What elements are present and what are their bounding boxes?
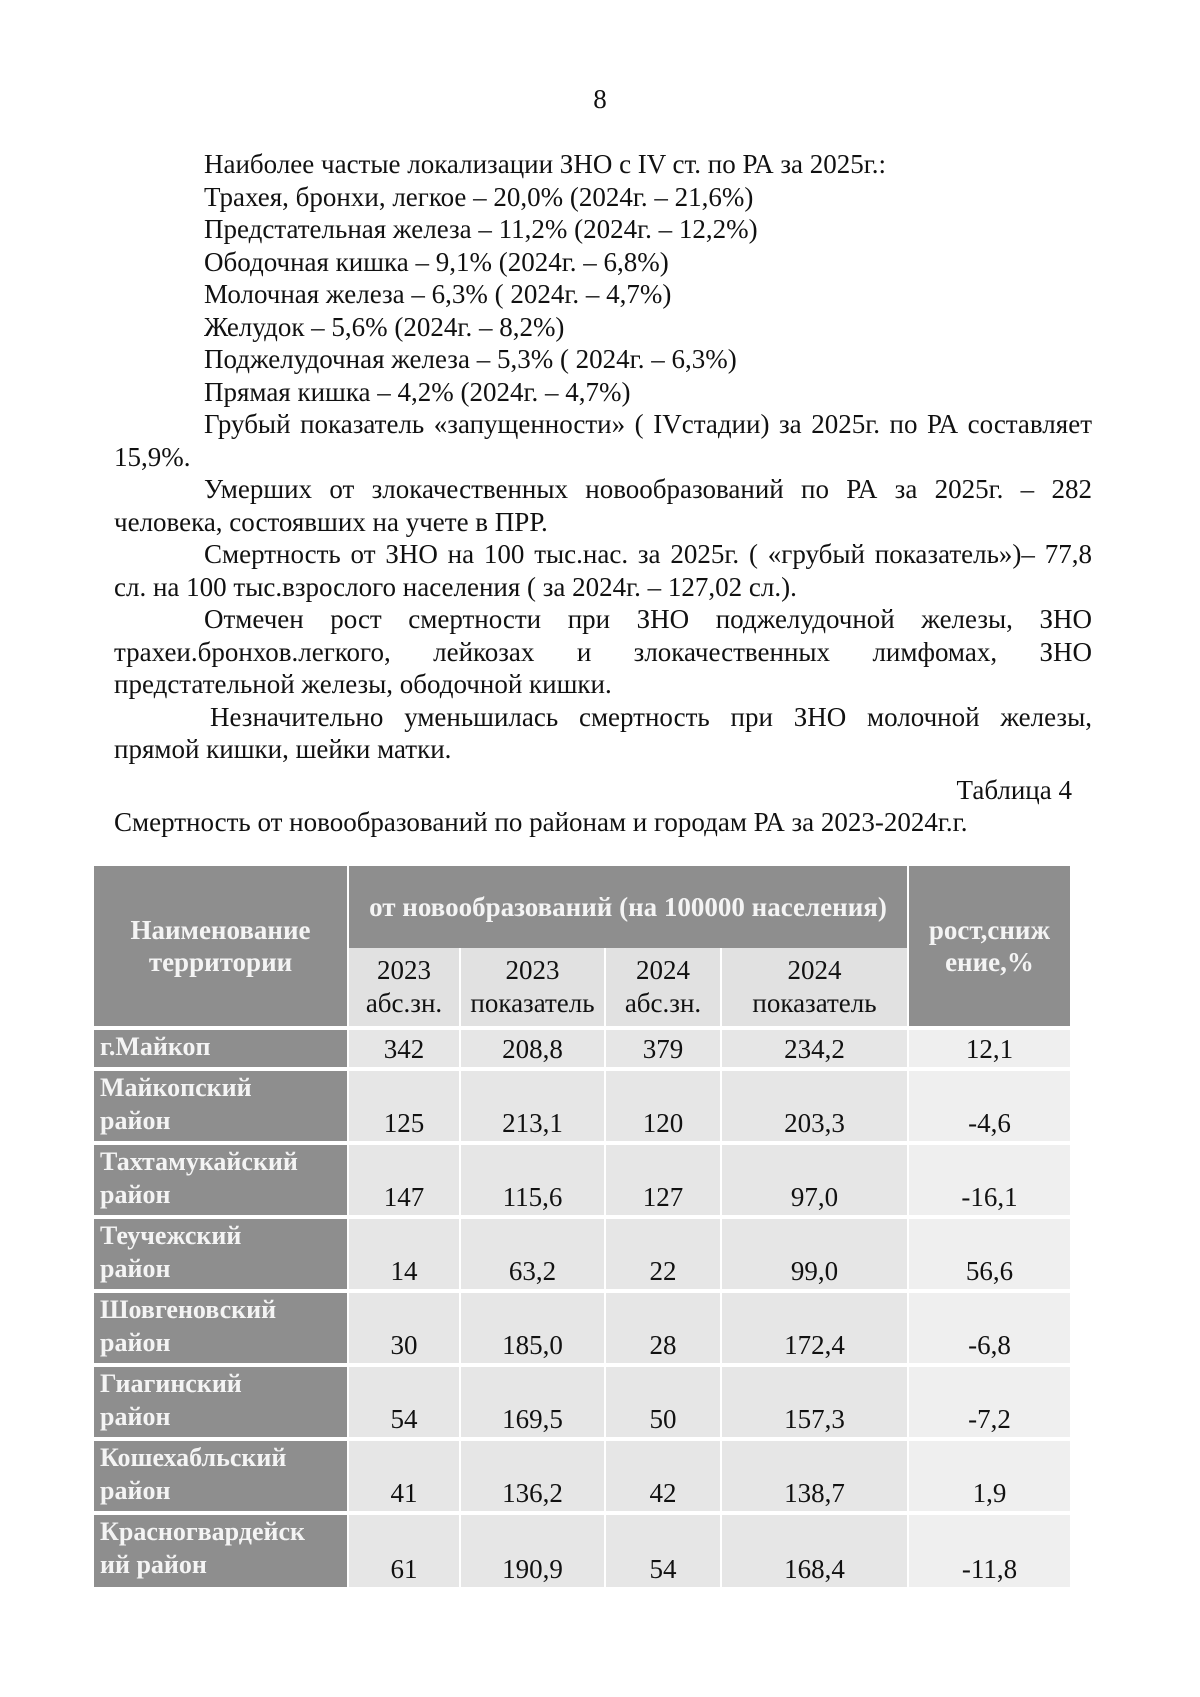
- header-col-kind: показатель: [752, 988, 877, 1018]
- cell-abs-2023: 41: [348, 1439, 460, 1513]
- cell-rate-2024: 172,4: [721, 1291, 908, 1365]
- header-change-label: рост,сниж ение,%: [928, 915, 1051, 977]
- cell-rate-2024: 99,0: [721, 1217, 908, 1291]
- mortality-table: [94, 866, 1070, 1587]
- table-row: [94, 1291, 1070, 1365]
- territory-name-line: Майкопский: [100, 1073, 252, 1102]
- cell-change: -11,8: [908, 1513, 1070, 1587]
- localization-heading: Наиболее частые локализации ЗНО с IV ст. по РА за 2025г.:: [204, 149, 887, 179]
- header-col-abs-2023: [348, 948, 460, 1028]
- territory-name-line: Красногвардейск: [100, 1517, 305, 1546]
- table-row: [94, 1028, 1070, 1069]
- header-territory-label: Наименование территории: [130, 915, 311, 977]
- localization-item: Трахея, бронхи, легкое – 20,0% (2024г. – 21,6%): [204, 181, 754, 212]
- paragraph-neglect-rate: Грубый показатель «запущенности» ( IVстадии) за 2025г. по РА составляет 15,9%.: [114, 409, 1092, 472]
- header-col-kind: показатель: [470, 988, 595, 1018]
- header-col-kind: абс.зн.: [365, 988, 443, 1018]
- cell-abs-2024: 22: [605, 1217, 721, 1291]
- cell-change: 56,6: [908, 1217, 1070, 1291]
- cell-abs-2024: 54: [605, 1513, 721, 1587]
- territory-name: [94, 1439, 348, 1513]
- localization-item: Ободочная кишка – 9,1% (2024г. – 6,8%): [204, 246, 669, 277]
- territory-name: [94, 1513, 348, 1587]
- cell-rate-2023: 185,0: [460, 1291, 605, 1365]
- paragraph-mortality-growth: Отмечен рост смертности при ЗНО поджелудочной железы, ЗНО трахеи.бронхов.легкого, лейкозах и злокачественных лимфомах, ЗНО предстательной железы, ободочной кишки.: [114, 604, 1092, 699]
- cell-abs-2023: 61: [348, 1513, 460, 1587]
- cell-change: 12,1: [908, 1028, 1070, 1069]
- cell-rate-2023: 115,6: [460, 1143, 605, 1217]
- localization-list: [114, 148, 1092, 408]
- cell-abs-2023: 54: [348, 1365, 460, 1439]
- localization-item: Поджелудочная железа – 5,3% ( 2024г. – 6,3%): [204, 344, 737, 374]
- cell-rate-2024: 234,2: [721, 1028, 908, 1069]
- header-change: [908, 866, 1070, 1028]
- territory-name-line: район: [100, 1328, 171, 1357]
- header-col-kind: абс.зн.: [624, 988, 702, 1018]
- cell-rate-2023: 190,9: [460, 1513, 605, 1587]
- cell-abs-2024: 127: [605, 1143, 721, 1217]
- territory-name: [94, 1028, 348, 1069]
- localization-item: Желудок – 5,6% (2024г. – 8,2%): [204, 311, 565, 342]
- cell-abs-2023: 14: [348, 1217, 460, 1291]
- cell-change: -7,2: [908, 1365, 1070, 1439]
- table-row: [94, 1513, 1070, 1587]
- localization-item: Прямая кишка – 4,2% (2024г. – 4,7%): [204, 376, 631, 407]
- territory-name-line: Кошехабльский: [100, 1443, 287, 1472]
- document-body: [114, 148, 1092, 839]
- header-col-rate-2023: [460, 948, 605, 1028]
- cell-abs-2023: 30: [348, 1291, 460, 1365]
- territory-name-line: Тахтамукайский: [100, 1147, 298, 1176]
- territory-name-line: г.Майкоп: [100, 1032, 211, 1061]
- territory-name-line: Шовгеновский: [100, 1295, 277, 1324]
- cell-rate-2024: 138,7: [721, 1439, 908, 1513]
- cell-abs-2024: 42: [605, 1439, 721, 1513]
- territory-name-line: Гиагинский: [100, 1369, 242, 1398]
- table-row: [94, 1365, 1070, 1439]
- header-col-rate-2024: [721, 948, 908, 1028]
- cell-change: -6,8: [908, 1291, 1070, 1365]
- cell-rate-2023: 208,8: [460, 1028, 605, 1069]
- table-row: [94, 1439, 1070, 1513]
- cell-rate-2024: 97,0: [721, 1143, 908, 1217]
- table-row: [94, 1069, 1070, 1143]
- cell-change: 1,9: [908, 1439, 1070, 1513]
- page-number: 8: [593, 84, 607, 114]
- table-title: Смертность от новообразований по районам и городам РА за 2023-2024г.г.: [114, 807, 968, 837]
- cell-abs-2023: 342: [348, 1028, 460, 1069]
- cell-abs-2023: 125: [348, 1069, 460, 1143]
- paragraph-mortality-decrease: Незначительно уменьшилась смертность при ЗНО молочной железы, прямой кишки, шейки матки.: [114, 701, 1092, 764]
- paragraph-mortality-rate: Смертность от ЗНО на 100 тыс.нас. за 2025г. ( «грубый показатель»)– 77,8 сл. на 100 тыс.взрослого населения ( за 2024г. – 127,02 сл.).: [114, 539, 1092, 602]
- cell-abs-2024: 50: [605, 1365, 721, 1439]
- territory-name: [94, 1291, 348, 1365]
- territory-name: [94, 1365, 348, 1439]
- localization-item: Предстательная железа – 11,2% (2024г. – 12,2%): [204, 214, 758, 244]
- cell-abs-2024: 120: [605, 1069, 721, 1143]
- localization-item: Молочная железа – 6,3% ( 2024г. – 4,7%): [204, 279, 672, 309]
- cell-rate-2023: 63,2: [460, 1217, 605, 1291]
- table-row: [94, 1143, 1070, 1217]
- table-number: Таблица 4: [956, 774, 1072, 805]
- paragraph-deaths: Умерших от злокачественных новообразований по РА за 2025г. – 282 человека, состоявших на учете в ПРР.: [114, 474, 1092, 537]
- territory-name-line: Теучежский: [100, 1221, 242, 1250]
- cell-rate-2024: 157,3: [721, 1365, 908, 1439]
- cell-rate-2023: 213,1: [460, 1069, 605, 1143]
- cell-rate-2023: 136,2: [460, 1439, 605, 1513]
- cell-rate-2024: 203,3: [721, 1069, 908, 1143]
- header-col-year: 2024: [787, 955, 842, 985]
- cell-rate-2023: 169,5: [460, 1365, 605, 1439]
- header-col-year: 2023: [377, 955, 431, 985]
- header-group: от новообразований (на 100000 населения): [348, 866, 908, 948]
- header-col-year: 2024: [636, 955, 690, 985]
- header-col-abs-2024: [605, 948, 721, 1028]
- cell-change: -4,6: [908, 1069, 1070, 1143]
- territory-name-line: район: [100, 1476, 171, 1505]
- territory-name: [94, 1143, 348, 1217]
- territory-name: [94, 1217, 348, 1291]
- table-row: [94, 1217, 1070, 1291]
- cell-abs-2024: 379: [605, 1028, 721, 1069]
- cell-abs-2024: 28: [605, 1291, 721, 1365]
- territory-name: [94, 1069, 348, 1143]
- territory-name-line: район: [100, 1254, 171, 1283]
- header-territory: [94, 866, 348, 1028]
- territory-name-line: ий район: [100, 1550, 207, 1579]
- cell-change: -16,1: [908, 1143, 1070, 1217]
- territory-name-line: район: [100, 1180, 171, 1209]
- cell-rate-2024: 168,4: [721, 1513, 908, 1587]
- cell-abs-2023: 147: [348, 1143, 460, 1217]
- header-col-year: 2023: [505, 955, 560, 985]
- territory-name-line: район: [100, 1106, 171, 1135]
- territory-name-line: район: [100, 1402, 171, 1431]
